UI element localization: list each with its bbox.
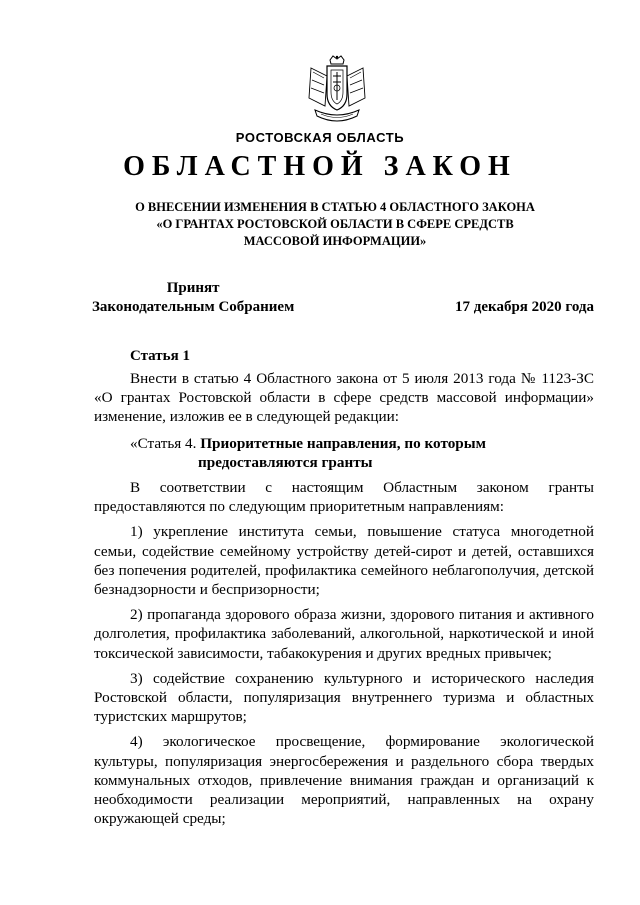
article-4-title-line-1: Приоритетные направления, по которым — [200, 434, 486, 452]
article-1-intro: Внести в статью 4 Областного закона от 5 июля 2013 года № 1123-ЗС «О грантах Ростовской области в сфере средств массовой информации» изменение, изложив ее в следующей редакции: — [94, 370, 594, 426]
article-1-body — [94, 369, 594, 828]
region-name: РОСТОВСКАЯ ОБЛАСТЬ — [235, 130, 405, 145]
article-4-title-line-2: предоставляются гранты — [198, 453, 373, 471]
list-item: 2) пропаганда здорового образа жизни, здорового питания и активного долголетия, профилактика заболеваний, алкогольной, наркотической и иной токсической зависимости, табакокурения и других вредных привычек; — [94, 606, 594, 662]
article-4-prefix: «Статья 4. — [130, 434, 197, 452]
adoption-date: 17 декабря 2020 года — [455, 299, 594, 315]
law-subject-line-2: «О ГРАНТАХ РОСТОВСКОЙ ОБЛАСТИ В СФЕРЕ СРЕДСТВ — [156, 217, 514, 231]
law-subject — [100, 199, 570, 250]
article-4-heading — [130, 434, 594, 472]
list-item: 3) содействие сохранению культурного и исторического наследия Ростовской области, популяризация внутреннего туризма и областных туристских маршрутов; — [94, 669, 594, 726]
adopted-label: Принят — [166, 280, 220, 296]
adopting-body: Законодательным Собранием — [92, 299, 295, 315]
law-subject-line-1: О ВНЕСЕНИИ ИЗМЕНЕНИЯ В СТАТЬЮ 4 ОБЛАСТНОГО ЗАКОНА — [135, 200, 535, 214]
list-item: 1) укрепление института семьи, повышение статуса многодетной семьи, содействие семейному устройству детей-сирот и детей, оставшихся без попечения родителей, профилактика семейного неблагополучия, детской безнадзорности и беспризорности; — [94, 523, 594, 599]
adoption-block — [92, 279, 294, 317]
document-title: ОБЛАСТНОЙ ЗАКОН — [123, 151, 517, 182]
law-subject-line-3: МАССОВОЙ ИНФОРМАЦИИ» — [243, 234, 427, 248]
list-item: 4) экологическое просвещение, формирование экологической культуры, популяризация энергосбережения и раздельного сбора твердых коммунальных отходов, привлечение внимания граждан и организаций к необходимости реализации мероприятий, направленных на охрану окружающей среды; — [94, 733, 594, 828]
coat-of-arms-icon — [303, 54, 371, 126]
article-4-paragraph: В соответствии с настоящим Областным законом гранты предоставляются по следующим приоритетным направлениям: — [94, 479, 594, 516]
article-1-heading: Статья 1 — [130, 348, 190, 364]
